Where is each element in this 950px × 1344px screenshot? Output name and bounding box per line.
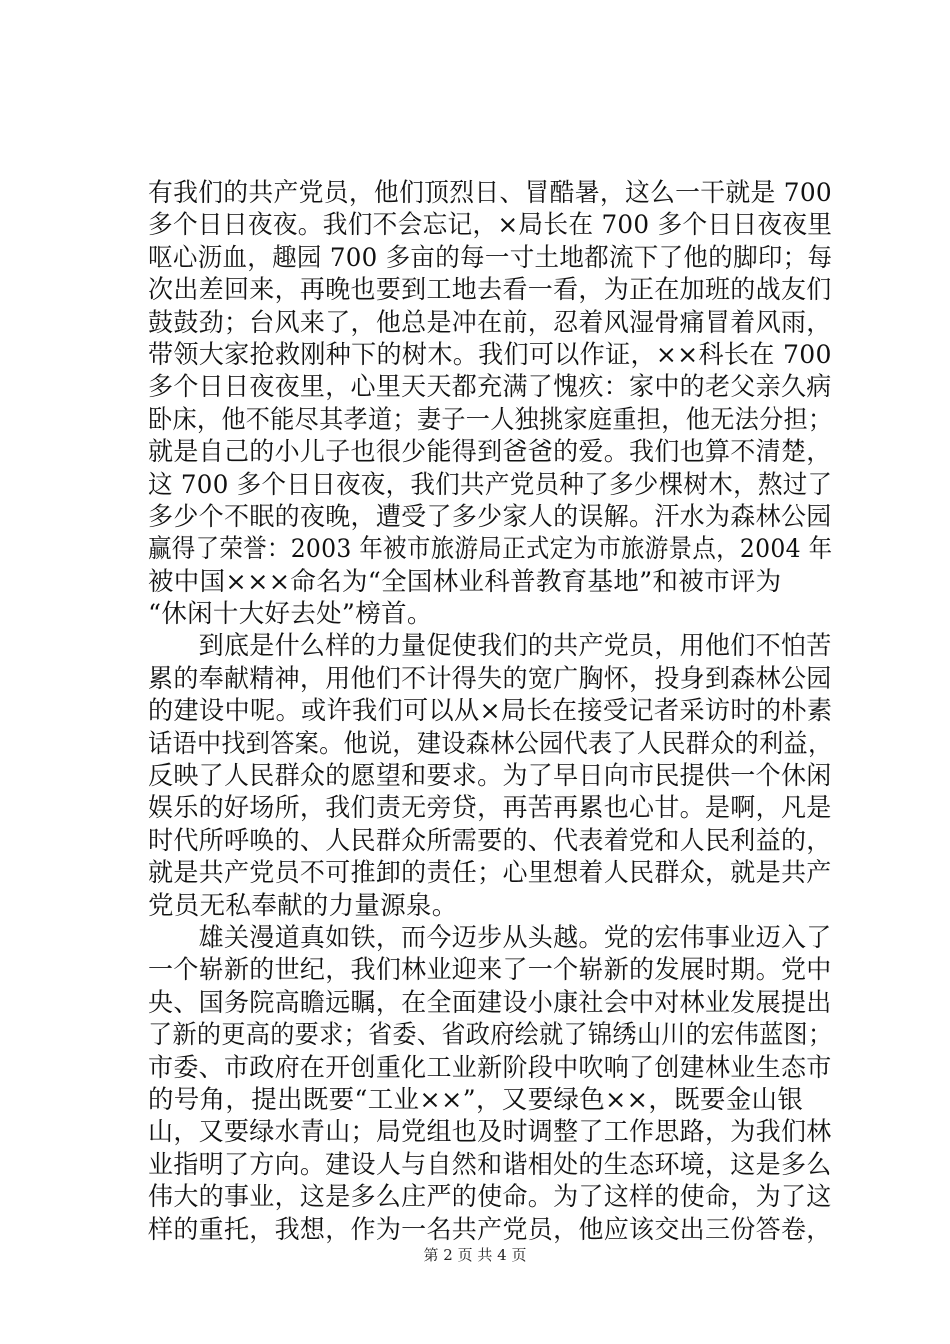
text-line: 呕心沥血，趣园 700 多亩的每一寸土地都流下了他的脚印；每: [148, 242, 833, 273]
text-line: 带领大家抢救刚种下的树木。我们可以作证，××科长在 700: [148, 339, 832, 370]
text-line: 的建设中呢。或许我们可以从×局长在接受记者采访时的朴素: [148, 696, 833, 727]
text-line: 央、国务院高瞻远瞩，在全面建设小康社会中对林业发展提出: [148, 987, 832, 1018]
text-line: 多少个不眠的夜晚，遭受了多少家人的误解。汗水为森林公园: [148, 501, 832, 532]
text-line: 被中国×××命名为“全国林业科普教育基地”和被市评为: [148, 566, 782, 597]
text-line: 鼓鼓劲；台风来了，他总是冲在前，忍着风湿骨痛冒着风雨，: [148, 307, 832, 338]
body-text: [148, 177, 832, 1246]
text-line: 多个日日夜夜里，心里天天都充满了愧疚：家中的老父亲久病: [148, 372, 832, 403]
text-line: 市委、市政府在开创重化工业新阶段中吹响了创建林业生态市: [148, 1052, 832, 1083]
text-line: 就是自己的小儿子也很少能得到爸爸的爱。我们也算不清楚，: [148, 437, 832, 468]
text-line: 到底是什么样的力量促使我们的共产党员，用他们不怕苦: [148, 631, 832, 662]
text-line: 了新的更高的要求；省委、省政府绘就了锦绣山川的宏伟蓝图；: [148, 1020, 833, 1051]
text-line: 话语中找到答案。他说，建设森林公园代表了人民群众的利益，: [148, 728, 833, 759]
text-line: 赢得了荣誉：2003 年被市旅游局正式定为市旅游景点，2004 年: [148, 534, 833, 565]
text-line: 业指明了方向。建设人与自然和谐相处的生态环境，这是多么: [148, 1149, 832, 1180]
text-line: 这 700 多个日日夜夜，我们共产党员种了多少棵树木，熬过了: [148, 469, 833, 500]
text-line: “休闲十大好去处”榜首。: [148, 599, 433, 630]
text-line: 党员无私奉献的力量源泉。: [148, 890, 458, 921]
text-line: 多个日日夜夜。我们不会忘记，×局长在 700 多个日日夜夜里: [148, 210, 833, 241]
text-line: 雄关漫道真如铁，而今迈步从头越。党的宏伟事业迈入了: [148, 922, 832, 953]
text-line: 累的奉献精神，用他们不计得失的宽广胸怀，投身到森林公园: [148, 663, 832, 694]
text-line: 卧床，他不能尽其孝道；妻子一人独挑家庭重担，他无法分担；: [148, 404, 833, 435]
text-line: 伟大的事业，这是多么庄严的使命。为了这样的使命，为了这: [148, 1182, 832, 1213]
text-line: 的号角，提出既要“工业××”，又要绿色××，既要金山银: [148, 1084, 804, 1115]
text-line: 山，又要绿水青山；局党组也及时调整了工作思路，为我们林: [148, 1117, 832, 1148]
page-footer: 第 2 页 共 4 页: [423, 1246, 527, 1264]
text-line: 娱乐的好场所，我们责无旁贷，再苦再累也心甘。是啊，凡是: [148, 793, 832, 824]
text-line: 时代所呼唤的、人民群众所需要的、代表着党和人民利益的，: [148, 825, 832, 856]
text-line: 样的重托，我想，作为一名共产党员，他应该交出三份答卷，: [148, 1214, 832, 1245]
text-line: 就是共产党员不可推卸的责任；心里想着人民群众，就是共产: [148, 858, 832, 889]
text-line: 反映了人民群众的愿望和要求。为了早日向市民提供一个休闲: [148, 761, 832, 792]
text-line: 次出差回来，再晚也要到工地去看一看，为正在加班的战友们: [148, 275, 832, 306]
text-line: 一个崭新的世纪，我们林业迎来了一个崭新的发展时期。党中: [148, 955, 832, 986]
text-line: 有我们的共产党员，他们顶烈日、冒酷暑，这么一干就是 700: [148, 178, 833, 208]
